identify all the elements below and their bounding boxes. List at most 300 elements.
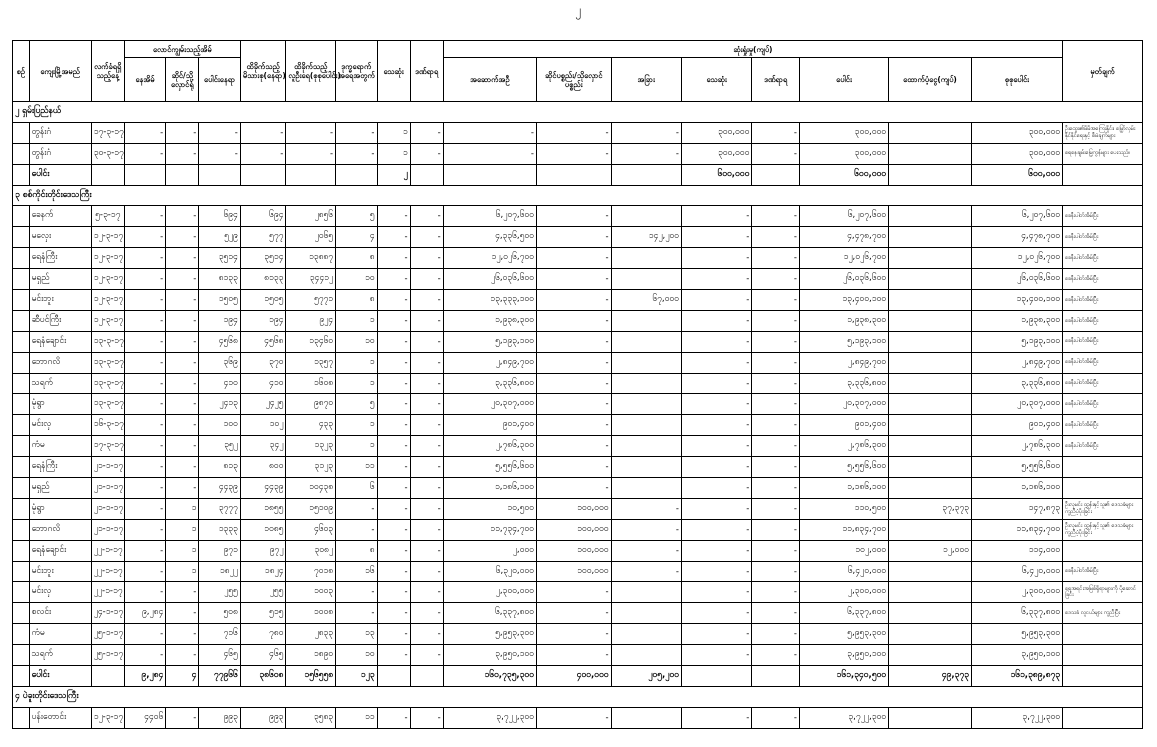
cell-name: ဘောဂလိ: [29, 519, 91, 540]
cell-oth: [611, 206, 681, 227]
cell-t: ၁၀၀: [199, 415, 240, 436]
cell-ic: -: [752, 415, 800, 436]
cell-bld: ၂,၇၈၆,၃၀၀: [443, 436, 536, 457]
cell-bld: ၆,၂၀၇,၆၀၀: [443, 206, 536, 227]
table-row: [13, 436, 1143, 457]
cell-i: -: [410, 478, 443, 499]
cell-sp: [889, 603, 972, 624]
cell-d: ၁: [377, 143, 410, 164]
cell-date: ၁၃-၃-၁၇: [91, 373, 124, 394]
cell-name: ကံမ: [29, 436, 91, 457]
cell-bld: ၂၀,၃၀၇,၀၀၀: [443, 394, 536, 415]
cell-rm: ခေနီးပါတ်အိမ်ပြီး: [1063, 206, 1143, 227]
cell-bld: ၂,၀၀၀: [443, 540, 536, 561]
cell-f: [240, 164, 286, 185]
cell-t: ၁၃၃၃: [199, 519, 240, 540]
cell-ic: [752, 164, 800, 185]
cell-i: -: [410, 603, 443, 624]
cell-date: ၂၂-၁-၁၇: [91, 540, 124, 561]
cell-t: ၃၇၇၇: [199, 498, 240, 519]
cell-ic: -: [752, 269, 800, 290]
cell-tot: ၆,၃၃၇,၈၀၀: [799, 603, 888, 624]
cell-s: -: [166, 457, 199, 478]
cell-sp: [889, 164, 972, 185]
cell-date: ၁၆-၃-၁၇: [91, 415, 124, 436]
cell-dc: -: [681, 707, 751, 728]
cell-f: ၄၄၃၉: [240, 478, 286, 499]
cell-h: -: [124, 310, 165, 331]
cell-i: -: [410, 540, 443, 561]
cell-i: -: [410, 227, 443, 248]
col-building: အဆောက်အဦ: [443, 58, 536, 102]
cell-p: ၃၄၄၁၂: [286, 269, 336, 290]
cell-gt: ၂,၃၀၀,၀၀၀: [971, 582, 1062, 603]
cell-h: -: [124, 269, 165, 290]
row-index-cell: [13, 582, 30, 603]
cell-gt: ၁,၉၃၈,၃၀၀: [971, 310, 1062, 331]
cell-goods: ၁၀၀,၀၀၀: [536, 540, 611, 561]
cell-i: -: [410, 582, 443, 603]
cell-dc: -: [681, 478, 751, 499]
cell-dc: -: [681, 248, 751, 269]
cell-ic: -: [752, 707, 800, 728]
cell-oth: [611, 310, 681, 331]
cell-t: ၄၅၆၈: [199, 331, 240, 352]
cell-t: ၃၅၂: [199, 436, 240, 457]
cell-dc: -: [681, 498, 751, 519]
cell-h: -: [124, 331, 165, 352]
cell-name: ပေါင်း: [29, 666, 91, 687]
cell-f: ၄၆၅: [240, 645, 286, 666]
cell-oth: [611, 331, 681, 352]
cell-goods: -: [536, 582, 611, 603]
cell-dc: -: [681, 457, 751, 478]
cell-ic: -: [752, 290, 800, 311]
cell-hl: -: [336, 519, 377, 540]
row-index-cell: [13, 373, 30, 394]
cell-dc: -: [681, 519, 751, 540]
cell-goods: -: [536, 352, 611, 373]
section-title: ၃ စစ်ကိုင်းတိုင်းဒေသကြီး: [13, 185, 1143, 206]
cell-rm: ရေနေချမ်းမြေ့ကွန်များ ပေးသည်။: [1063, 143, 1143, 164]
row-index-cell: [13, 645, 30, 666]
cell-ic: -: [752, 519, 800, 540]
cell-bld: ၂၆,၀၃၆,၆၀၀: [443, 269, 536, 290]
cell-dc: -: [681, 415, 751, 436]
cell-i: -: [410, 269, 443, 290]
cell-p: ၁၃၈၈၇: [286, 248, 336, 269]
table-row: [13, 394, 1143, 415]
cell-rm: [1063, 707, 1143, 728]
cell-ic: -: [752, 352, 800, 373]
cell-bld: [443, 164, 536, 185]
table-row: [13, 290, 1143, 311]
table-row: [13, 415, 1143, 436]
cell-hl: ၁၀: [336, 331, 377, 352]
cell-d: -: [377, 457, 410, 478]
cell-dc: -: [681, 436, 751, 457]
cell-p: ၁၅၁၀၉: [286, 498, 336, 519]
cell-name: စလင်း: [29, 603, 91, 624]
cell-t: ၆၉၄: [199, 206, 240, 227]
cell-hl: ၁: [336, 310, 377, 331]
cell-gt: ၆,၃၃၇,၈၀၀: [971, 603, 1062, 624]
row-index-cell: [13, 624, 30, 645]
col-date: လက်ခံရရှိသည့်နေ့: [91, 41, 124, 102]
cell-rm: ခေနီးပါတ်အိမ်ပြီး: [1063, 561, 1143, 582]
cell-name: ဆီပင်ကြီး: [29, 310, 91, 331]
cell-i: -: [410, 415, 443, 436]
cell-name: မရှည်: [29, 269, 91, 290]
cell-h: ၉,၂၈၄: [124, 603, 165, 624]
cell-oth: -: [611, 519, 681, 540]
cell-tot: ၆၀၀,၀၀၀: [799, 164, 888, 185]
cell-f: ၁၀၈၅: [240, 519, 286, 540]
cell-sp: [889, 478, 972, 499]
cell-rm: ခေနီးပါတ်အိမ်ပြီး: [1063, 415, 1143, 436]
cell-name: မလှေး: [29, 227, 91, 248]
cell-bld: ၃,၃၃၆,၈၀၀: [443, 373, 536, 394]
cell-s: -: [166, 248, 199, 269]
cell-i: -: [410, 645, 443, 666]
cell-rm: [1063, 540, 1143, 561]
cell-d: -: [377, 206, 410, 227]
row-index-cell: [13, 206, 30, 227]
table-row: [13, 310, 1143, 331]
cell-bld: ၁၆၀,၇၃၅,၃၀၀: [443, 666, 536, 687]
cell-date: [91, 666, 124, 687]
cell-oth: [611, 603, 681, 624]
cell-s: -: [166, 415, 199, 436]
col-goods: ဆိုင်ပစ္စည်း/သိုလှောင်ပစ္စည်း: [536, 58, 611, 102]
cell-oth: -: [611, 122, 681, 143]
cell-f: ၁၅၀၅: [240, 290, 286, 311]
table-row: [13, 624, 1143, 645]
cell-gt: ၃,၉၅၀,၁၀၀: [971, 645, 1062, 666]
cell-dc: -: [681, 645, 751, 666]
cell-name: တွန်းဂံ: [29, 122, 91, 143]
table-row: [13, 373, 1143, 394]
cell-hl: ၁: [336, 415, 377, 436]
cell-s: -: [166, 624, 199, 645]
cell-i: -: [410, 331, 443, 352]
cell-date: ၁၂-၃-၁၇: [91, 310, 124, 331]
cell-goods: -: [536, 143, 611, 164]
cell-rm: ခေနီးပါတ်အိမ်ပြီး: [1063, 373, 1143, 394]
col-people: ထိခိုက်သည့်လူဦးရေ(စုစုပေါင်း): [286, 41, 336, 102]
cell-bld: ၁၂,၀၂၆,၇၀၀: [443, 248, 536, 269]
cell-dc: -: [681, 561, 751, 582]
cell-d: -: [377, 352, 410, 373]
cell-bld: ၅,၅၅၆,၆၀၀: [443, 457, 536, 478]
col-death-comp: သေဆုံး: [681, 58, 751, 102]
cell-d: [377, 666, 410, 687]
cell-gt: ၆၀၀,၀၀၀: [971, 164, 1062, 185]
section-title: ၄ ပဲခူးတိုင်းဒေသကြီး: [13, 686, 1143, 707]
cell-p: ၅၇၇၁: [286, 290, 336, 311]
cell-oth: [611, 478, 681, 499]
cell-gt: ၂,၇၈၆,၃၀၀: [971, 436, 1062, 457]
table-row: [13, 561, 1143, 582]
cell-s: -: [166, 290, 199, 311]
cell-s: -: [166, 645, 199, 666]
cell-ic: -: [752, 227, 800, 248]
cell-hl: ၈: [336, 290, 377, 311]
row-index-cell: [13, 227, 30, 248]
cell-hl: ၁၀: [336, 645, 377, 666]
cell-tot: ၁၁,၈၃၄,၇၀၀: [799, 519, 888, 540]
cell-f: ၃၄၂: [240, 436, 286, 457]
cell-rm: ခေနီးပါတ်အိမ်ပြီး: [1063, 248, 1143, 269]
cell-date: ၂၁-၁-၁၇: [91, 457, 124, 478]
cell-gt: ၁၄၇,၈၇၃: [971, 498, 1062, 519]
cell-p: ၁၅၆၅၅၈: [286, 666, 336, 687]
cell-i: -: [410, 352, 443, 373]
fire-report-table: [12, 40, 1143, 729]
cell-oth: -: [611, 143, 681, 164]
cell-date: ၂၁-၁-၁၇: [91, 519, 124, 540]
cell-rm: [1063, 666, 1143, 687]
cell-i: -: [410, 394, 443, 415]
cell-t: ၄၁၀: [199, 373, 240, 394]
cell-f: ၈၀၀: [240, 457, 286, 478]
cell-dc: -: [681, 582, 751, 603]
cell-ic: -: [752, 143, 800, 164]
cell-p: ၉၈၇၀: [286, 394, 336, 415]
cell-h: -: [124, 478, 165, 499]
cell-sp: [889, 352, 972, 373]
cell-d: -: [377, 478, 410, 499]
cell-hl: ၁၂၃: [336, 666, 377, 687]
table-row: [13, 540, 1143, 561]
cell-d: -: [377, 269, 410, 290]
cell-h: -: [124, 206, 165, 227]
cell-f: ၉၇၂: [240, 540, 286, 561]
cell-ic: -: [752, 561, 800, 582]
cell-s: ၁: [166, 561, 199, 582]
cell-rm: ရေအရင်းအမြစ်ရှိရာများကို ပို့ဆောင်ခြင်း: [1063, 582, 1143, 603]
cell-t: ၃၅၁၄: [199, 248, 240, 269]
cell-tot: ၃,၇၂၂,၃၀၀: [799, 707, 888, 728]
cell-f: ၅၁၅: [240, 603, 286, 624]
cell-s: -: [166, 394, 199, 415]
row-index-cell: [13, 290, 30, 311]
cell-gt: ၅,၉၅၃,၃၀၀: [971, 624, 1062, 645]
cell-tot: ၃၀၀,၀၀၀: [799, 143, 888, 164]
cell-p: ၃၀၈၂: [286, 540, 336, 561]
cell-goods: -: [536, 478, 611, 499]
cell-oth: -: [611, 540, 681, 561]
cell-goods: ၁၀၀,၀၀၀: [536, 519, 611, 540]
cell-oth: [611, 415, 681, 436]
cell-i: [410, 164, 443, 185]
cell-gt: ၂,၈၄၉,၇၀၀: [971, 352, 1062, 373]
cell-f: ၉၉၃: [240, 707, 286, 728]
cell-hl: -: [336, 603, 377, 624]
cell-dc: -: [681, 624, 751, 645]
cell-i: -: [410, 561, 443, 582]
cell-name: ရေနံချောင်း: [29, 540, 91, 561]
cell-tot: ၂,၇၈၆,၃၀၀: [799, 436, 888, 457]
cell-t: ၅၀၈: [199, 603, 240, 624]
cell-gt: ၃,၇၂၂,၃၀၀: [971, 707, 1062, 728]
cell-t: ၂၅၅: [199, 582, 240, 603]
cell-goods: -: [536, 227, 611, 248]
cell-date: ၁၂-၃-၁၇: [91, 707, 124, 728]
cell-goods: -: [536, 624, 611, 645]
cell-date: ၁၇-၃-၁၇: [91, 436, 124, 457]
cell-sp: [889, 582, 972, 603]
cell-bld: ၁,၉၃၈,၃၀၀: [443, 310, 536, 331]
cell-sp: [889, 143, 972, 164]
cell-goods: -: [536, 394, 611, 415]
cell-sp: [889, 248, 972, 269]
cell-f: ၁၈၅၅: [240, 498, 286, 519]
cell-sp: [889, 624, 972, 645]
table-body: [13, 102, 1143, 729]
col-other: အခြား: [611, 58, 681, 102]
cell-d: -: [377, 561, 410, 582]
cell-d: ၂: [377, 164, 410, 185]
cell-f: ၇၈၀: [240, 624, 286, 645]
cell-sp: [889, 645, 972, 666]
table-row: [13, 582, 1143, 603]
cell-t: ၄၄၃၉: [199, 478, 240, 499]
cell-sp: [889, 373, 972, 394]
cell-name: မင်းလှ: [29, 415, 91, 436]
cell-i: -: [410, 436, 443, 457]
cell-tot: ၂၀,၃၀၇,၀၀၀: [799, 394, 888, 415]
cell-oth: [611, 457, 681, 478]
cell-ic: -: [752, 394, 800, 415]
cell-rm: ခေနီးပါတ်အိမ်ပြီး: [1063, 310, 1143, 331]
cell-d: -: [377, 373, 410, 394]
row-index-cell: [13, 310, 30, 331]
cell-t: -: [199, 122, 240, 143]
cell-date: ၂၁-၁-၁၇: [91, 478, 124, 499]
cell-s: -: [166, 582, 199, 603]
cell-gt: ၆,၄၂၀,၀၀၀: [971, 561, 1062, 582]
table-row: [13, 122, 1143, 143]
cell-dc: ၃၀၀,၀၀၀: [681, 143, 751, 164]
cell-h: -: [124, 122, 165, 143]
cell-rm: [1063, 457, 1143, 478]
cell-hl: ၁၆: [336, 561, 377, 582]
cell-hl: ၁: [336, 436, 377, 457]
cell-t: [199, 164, 240, 185]
col-special-help: ထောက်ပံ့ငွေ(ကျပ်): [889, 58, 972, 102]
cell-dc: ၃၀၀,၀၀၀: [681, 122, 751, 143]
cell-oth: [611, 707, 681, 728]
cell-p: ၄၃၃: [286, 415, 336, 436]
cell-p: ၄၆၀၃: [286, 519, 336, 540]
cell-tot: ၂၆,၀၃၆,၆၀၀: [799, 269, 888, 290]
cell-s: -: [166, 310, 199, 331]
row-index-cell: [13, 478, 30, 499]
cell-bld: ၆,၃၂၀,၀၀၀: [443, 561, 536, 582]
row-index-cell: [13, 436, 30, 457]
cell-ic: [752, 666, 800, 687]
cell-hl: -: [336, 122, 377, 143]
cell-goods: -: [536, 269, 611, 290]
cell-f: ၆၉၄: [240, 206, 286, 227]
cell-d: -: [377, 603, 410, 624]
cell-rm: ခေနီးပါတ်အိမ်ပြီး: [1063, 331, 1143, 352]
cell-hl: [336, 164, 377, 185]
cell-oth: [611, 624, 681, 645]
col-total-houses: ပေါင်းနေရာ: [199, 58, 240, 102]
cell-tot: ၉၀၁,၄၀၀: [799, 415, 888, 436]
cell-h: -: [124, 143, 165, 164]
total-row: [13, 666, 1143, 687]
col-shops: ဆိုင်/သို့လှောင်ရုံ: [166, 58, 199, 102]
table-row: [13, 457, 1143, 478]
cell-date: [91, 164, 124, 185]
table-row: [13, 143, 1143, 164]
cell-d: -: [377, 415, 410, 436]
table-row: [13, 227, 1143, 248]
cell-bld: ၉၀၁,၄၀၀: [443, 415, 536, 436]
row-index-cell: [13, 519, 30, 540]
cell-name: တွန်းဂံ: [29, 143, 91, 164]
cell-h: -: [124, 248, 165, 269]
section-title-row: [13, 102, 1143, 123]
cell-h: -: [124, 561, 165, 582]
cell-oth: [611, 164, 681, 185]
table-header: [13, 41, 1143, 102]
cell-ic: -: [752, 248, 800, 269]
row-index-cell: [13, 164, 30, 185]
cell-tot: ၆,၄၂၀,၀၀၀: [799, 561, 888, 582]
cell-oth: -: [611, 561, 681, 582]
cell-sp: [889, 290, 972, 311]
table-row: [13, 248, 1143, 269]
cell-p: [286, 164, 336, 185]
cell-s: -: [166, 436, 199, 457]
cell-t: ၉၇၁: [199, 540, 240, 561]
cell-name: ဘောဂလိ: [29, 352, 91, 373]
cell-p: -: [286, 143, 336, 164]
cell-i: -: [410, 143, 443, 164]
cell-name: မင်းဘူး: [29, 290, 91, 311]
cell-tot: ၃,၉၅၀,၁၀၀: [799, 645, 888, 666]
col-no: စဉ်: [13, 41, 30, 102]
cell-p: ၁၆၀၈: [286, 373, 336, 394]
cell-h: ၉,၂၈၄: [124, 666, 165, 687]
cell-tot: ၁၃,၄၀၀,၁၀၀: [799, 290, 888, 311]
cell-gt: ၆,၂၀၇,၆၀၀: [971, 206, 1062, 227]
cell-ic: -: [752, 645, 800, 666]
table-row: [13, 331, 1143, 352]
cell-goods: -: [536, 373, 611, 394]
cell-p: ၁၃၅၇: [286, 352, 336, 373]
cell-p: ၁၀၀၈: [286, 603, 336, 624]
cell-gt: ၃,၃၃၆,၈၀၀: [971, 373, 1062, 394]
cell-rm: ဦးလှမင်း ထွန်းနှင့်သူ၏ ဒေသခံများ ကူညီပံ့ပိုးခြင်း: [1063, 519, 1143, 540]
cell-tot: ၅,၉၅၃,၃၀၀: [799, 624, 888, 645]
cell-goods: -: [536, 331, 611, 352]
section-title-row: [13, 686, 1143, 707]
cell-name: ရေနံချောင်း: [29, 331, 91, 352]
cell-p: ၉၂၄: [286, 310, 336, 331]
cell-rm: ခေနီးပါတ်အိမ်ပြီး: [1063, 436, 1143, 457]
cell-oth: [611, 645, 681, 666]
row-index-cell: [13, 666, 30, 687]
cell-goods: -: [536, 645, 611, 666]
cell-d: -: [377, 248, 410, 269]
cell-s: -: [166, 603, 199, 624]
cell-date: ၂၁-၁-၁၇: [91, 498, 124, 519]
